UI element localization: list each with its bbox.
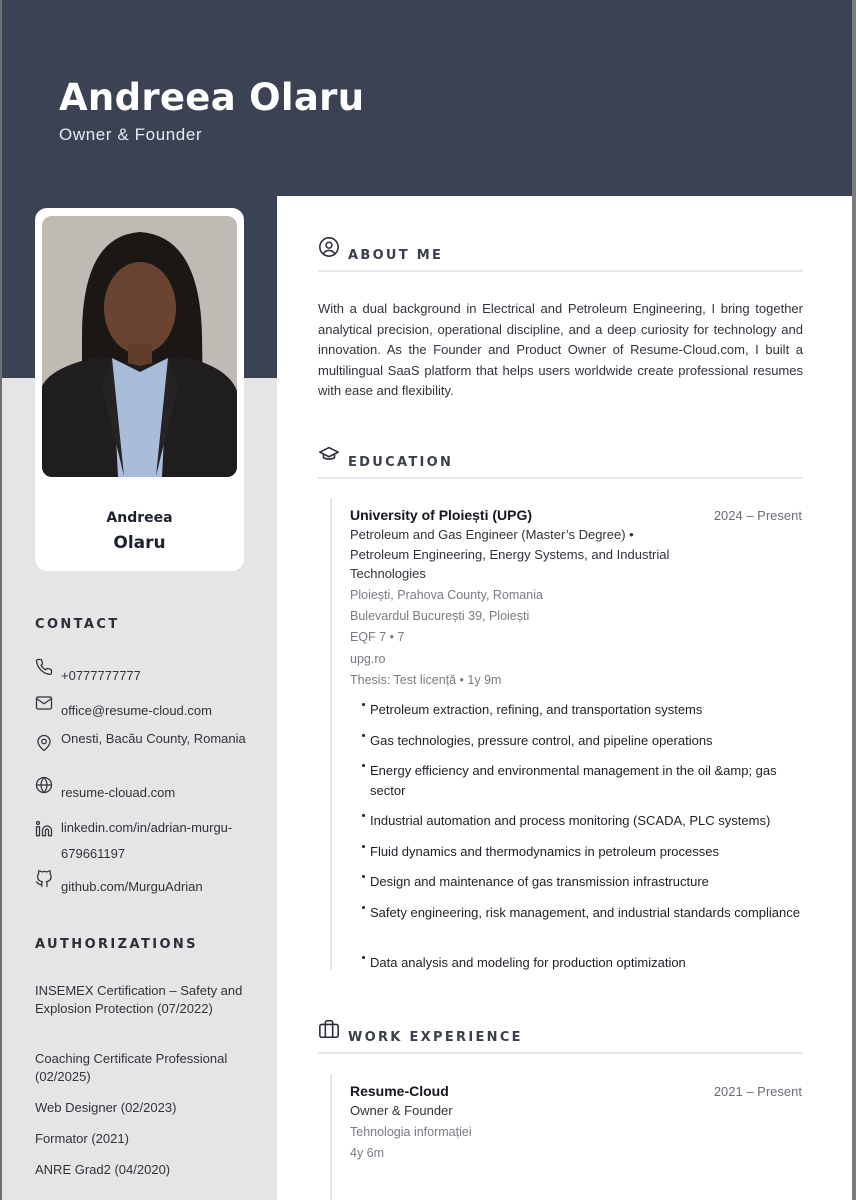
card-first-name: Andreea [106, 510, 173, 526]
authorization-item: Web Designer (02/2023) [35, 1100, 177, 1115]
about-text: With a dual background in Electrical and Petroleum Engineering, I bring together analytical precision, operational discipline, and a deep curiosity for technology and innovation. As the Founder and Product Owner of Resume-Cloud.com, I built a multilingual SaaS platform that helps users worldwide create professional resumes with ease and flexibility. [318, 301, 803, 398]
contact-text: office@resume-cloud.com [61, 703, 212, 718]
card-last-name: Olaru [113, 533, 166, 553]
education-section-header [318, 443, 803, 479]
work-role: Owner & Founder [350, 1103, 453, 1118]
education-heading: EDUCATION [348, 455, 454, 470]
authorization-item: ANRE Grad2 (04/2020) [35, 1162, 171, 1177]
briefcase-icon [318, 1018, 340, 1040]
education-bullet: Safety engineering, risk management, and industrial standards compliance [360, 903, 800, 923]
education-bullet: Fluid dynamics and thermodynamics in petroleum processes [360, 842, 800, 862]
work-duration: 4y 6m [350, 1146, 385, 1160]
work-section-header [318, 1018, 803, 1054]
job-title: Owner & Founder [59, 125, 203, 144]
education-bullet: Design and maintenance of gas transmission infrastructure [360, 872, 800, 892]
linkedin-icon [35, 820, 53, 838]
education-bullet: Energy efficiency and environmental management in the oil &amp; gas sector [360, 761, 800, 800]
about-heading: ABOUT ME [348, 248, 444, 263]
contact-text: github.com/MurguAdrian [61, 879, 203, 894]
user-circle-icon [318, 236, 340, 258]
contact-heading: CONTACT [35, 617, 120, 632]
phone-icon [35, 658, 53, 676]
education-dates: 2024 – Present [713, 508, 802, 523]
mail-icon [35, 694, 53, 712]
graduation-cap-icon [318, 443, 340, 465]
github-icon [35, 870, 53, 888]
contact-text: resume-clouad.com [61, 785, 176, 800]
contact-text: Onesti, Bacău County, Romania [61, 731, 246, 746]
profile-photo [42, 216, 237, 477]
page-title: Andreea Olaru [59, 76, 365, 119]
education-timeline [330, 498, 332, 970]
education-bullet: Petroleum extraction, refining, and transportation systems [360, 700, 800, 720]
education-location: Ploiești, Prahova County, Romania [350, 588, 543, 602]
work-timeline [330, 1074, 332, 1200]
profile-card [35, 208, 244, 571]
education-bullet: Data analysis and modeling for production optimization [360, 953, 800, 973]
education-bullet: Industrial automation and process monitoring (SCADA, PLC systems) [360, 811, 800, 831]
authorization-item: INSEMEX Certification – Safety and Explosion Protection (07/2022) [35, 983, 243, 1016]
authorization-item: Coaching Certificate Professional (02/2025) [35, 1051, 228, 1084]
work-company: Resume-Cloud [350, 1083, 449, 1099]
education-thesis: Thesis: Test licență • 1y 9m [350, 673, 502, 687]
education-address: Bulevardul București 39, Ploiești [350, 609, 530, 623]
contact-text: linkedin.com/in/adrian-murgu-679661197 [61, 820, 233, 861]
education-eqf: EQF 7 • 7 [350, 630, 405, 644]
authorizations-heading: AUTHORIZATIONS [35, 937, 198, 952]
about-section-header [318, 236, 803, 272]
work-dates: 2021 – Present [713, 1084, 802, 1099]
authorization-item: Formator (2021) [35, 1131, 129, 1146]
education-website[interactable]: upg.ro [350, 652, 386, 666]
page-right-edge [852, 0, 856, 1200]
globe-icon [35, 776, 53, 794]
work-industry: Tehnologia informației [350, 1125, 472, 1139]
location-pin-icon [35, 734, 53, 752]
education-institution: University of Ploiești (UPG) [350, 507, 533, 523]
education-degree: Petroleum and Gas Engineer (Master’s Degree) • Petroleum Engineering, Energy Systems, and Industrial Technologies [350, 527, 670, 581]
contact-text: +0777777777 [61, 668, 141, 683]
resume-page [2, 0, 852, 1200]
education-bullet: Gas technologies, pressure control, and pipeline operations [360, 731, 800, 751]
work-heading: WORK EXPERIENCE [348, 1030, 523, 1045]
